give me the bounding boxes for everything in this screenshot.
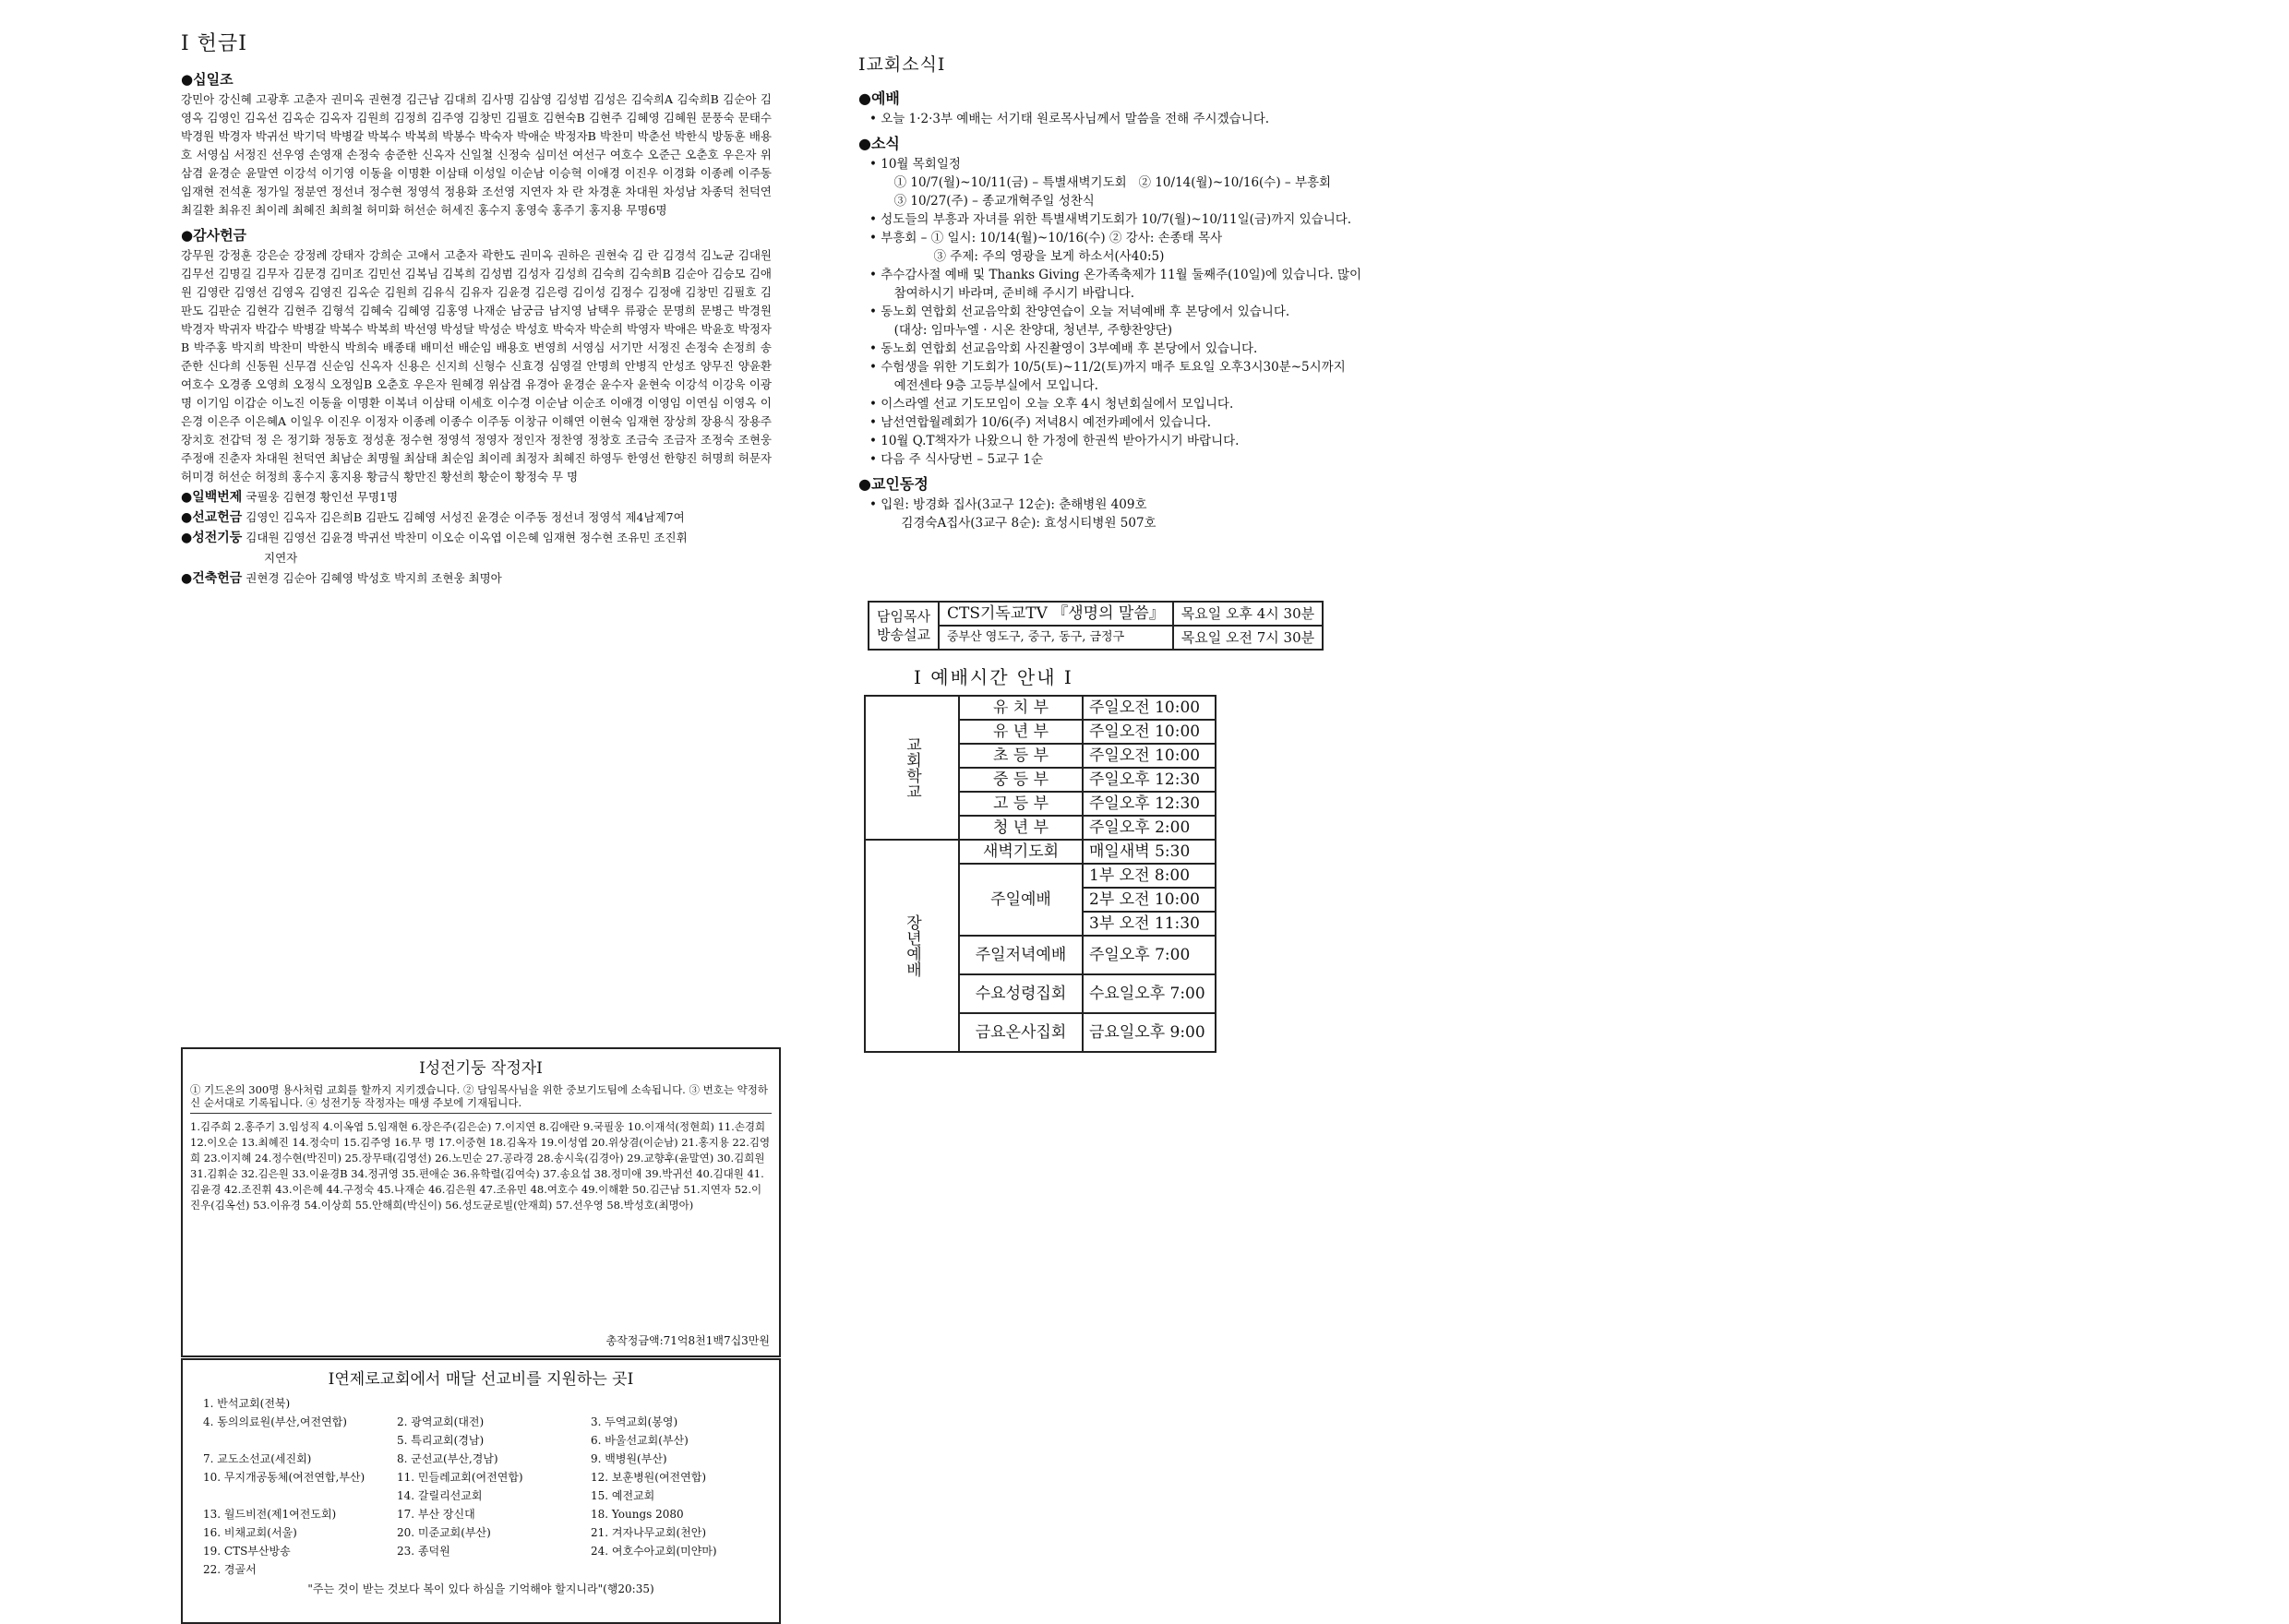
notice-item: ③ 주제: 주의 영광을 보게 하소서(사40:5) — [886, 249, 1165, 264]
mission-item: 13. 월드비전(제1여전도회) — [203, 1508, 337, 1521]
notice-item: ③ 10/27(주) – 종교개혁주일 성찬식 — [886, 194, 1095, 209]
mission-item — [203, 1431, 397, 1450]
schedule-dept: 주일예배 — [959, 864, 1083, 936]
member-item: • 입원: 방경화 집사(3교구 12순): 춘해병원 409호 — [869, 497, 1147, 512]
mission-names: 김영인 김옥자 김은희B 김판도 김혜영 서성진 윤경순 이주동 정선녀 정영석 제4남제7여 — [246, 510, 685, 524]
notice-item: ① 10/7(월)~10/11(금) – 특별새벽기도회 ② 10/14(월)~10/16(수) – 부흥회 — [886, 175, 1332, 190]
mission-item: 8. 군선교(부산,경남) — [397, 1452, 498, 1465]
broadcast-table — [868, 601, 1324, 651]
schedule-time: 주일오후 7:00 — [1083, 936, 1216, 974]
members-list — [858, 496, 1468, 532]
schedule-dept: 금요온사집회 — [959, 1013, 1083, 1052]
notice-list — [858, 155, 1468, 469]
notice-item: 예전센타 9층 고등부실에서 모입니다. — [886, 378, 1098, 393]
schedule-dept: 수요성령집회 — [959, 974, 1083, 1013]
mission-item — [397, 1560, 591, 1579]
building-label: ●건축헌금 — [181, 571, 243, 586]
schedule-time: 1부 오전 8:00 — [1083, 864, 1216, 888]
broadcast-time-1: 목요일 오후 4시 30분 — [1173, 602, 1323, 626]
schedule-time: 매일새벽 5:30 — [1083, 840, 1216, 864]
thanks-label: ●감사헌금 — [181, 227, 247, 244]
schedule-dept: 고 등 부 — [959, 792, 1083, 816]
missions-list — [190, 1394, 772, 1579]
mission-item — [591, 1394, 785, 1413]
mission-item: 9. 백병원(부산) — [591, 1452, 667, 1465]
pillars-box — [181, 1047, 781, 1357]
mission-item: 16. 비채교회(서울) — [203, 1526, 297, 1539]
mission-item: 18. Youngs 2080 — [591, 1508, 684, 1521]
schedule-time: 주일오후 12:30 — [1083, 768, 1216, 792]
mission-item — [203, 1487, 397, 1505]
mission-item: 17. 부산 장신대 — [397, 1508, 475, 1521]
schedule-dept: 초 등 부 — [959, 744, 1083, 768]
notice-item: • 부흥회 – ① 일시: 10/14(월)~10/16(수) ② 강사: 손종태 목사 — [869, 231, 1223, 245]
mission-item: 7. 교도소선교(세진회) — [203, 1452, 312, 1465]
mission-row — [181, 508, 772, 527]
mission-item — [397, 1394, 591, 1413]
broadcast-label-1: 담임목사 — [877, 608, 930, 625]
missions-quote: "주는 것이 받는 것보다 복이 있다 하심을 기억해야 할지니라"(행20:35) — [307, 1582, 654, 1595]
building-row — [181, 569, 772, 588]
missions-box — [181, 1358, 781, 1624]
thanks-names: 강무원 강정훈 강은순 강정례 강태자 강희순 고애서 고춘자 곽한도 권미옥 권하은 권현숙 김 란 김경석 김노균 김대원 김무선 김명길 김무자 김문경 김미조 김민선 김복님 김복희 김성범 김성자 김성희 김숙희 김숙희B 김순아 김승모 김애원 김영란 김영선 김영옥 김영진 김옥순 김원희 김유식 김유자 김윤경 김은령 김이성 김정수 김정애 김창민 김필호 김판도 김판순 김현각 김현주 김형석 김혜숙 김혜영 김홍영 나재순 남궁금 남지영 남택우 류광순 문명희 문병근 박경원 박경자 박귀자 박갑수 박병갈 박복수 박복희 박선영 박성달 박성순 박성호 박숙자 박순희 박영자 박애은 박윤호 박정자B 박주홍 박지희 박찬미 박한식 박희숙 배종태 배미선 배순임 배용호 변영희 서영심 서기만 서정진 손정숙 손정희 송준한 신다희 신동원 신무겸 신순임 신옥자 신용은 신지희 신형수 신효경 심영걸 안명희 안병직 안성조 양무진 양윤환 여호수 오경종 오영희 오정식 오정임B 오춘호 우은자 원혜경 위삼겸 유경아 윤경순 윤수자 윤현숙 이강석 이강욱 이광명 이기임 이갑순 이노진 이동율 이명환 이복녀 이삼태 이세호 이수경 이순남 이순조 이애경 이영임 이연심 이영옥 이은경 이은주 이은혜A 이일우 이진우 이정자 이종례 이종수 이주동 이창규 이해연 이현숙 임재현 장상희 장용식 장용주 장치호 전갑덕 정 은 정기화 정동호 정성훈 정수현 정영석 정영자 정인자 정찬영 정창호 조금숙 조금자 조정숙 조현웅 주정애 진춘자 차대원 천덕연 최남순 최명월 최삼태 최순임 최이레 최정자 최혜진 하영두 한영선 한향진 허명희 허문자 허미경 허선순 허정희 홍수지 홍지용 황금식 황만진 황선희 황순이 황정숙 무 명 — [181, 248, 772, 484]
notice-item: • 동노회 연합회 선교음악회 사진촬영이 3부예배 후 본당에서 있습니다. — [869, 341, 1258, 356]
monthly-names: 국필웅 김현경 황인선 무명1명 — [246, 490, 399, 504]
pillars-title: Ⅰ성전기둥 작정자Ⅰ — [419, 1059, 543, 1078]
schedule-time: 2부 오전 10:00 — [1083, 888, 1216, 912]
notice-item: • 동노회 연합회 선교음악회 찬양연습이 오늘 저녁예배 후 본당에서 있습니다. — [869, 304, 1290, 319]
mission-item: 1. 반석교회(전북) — [203, 1397, 291, 1410]
mission-item: 14. 갈릴리선교회 — [397, 1489, 483, 1502]
schedule-dept: 유 년 부 — [959, 720, 1083, 744]
mission-item: 6. 바울선교회(부산) — [591, 1434, 689, 1447]
notice-label: ●소식 — [858, 135, 900, 152]
mission-item: 23. 종덕원 — [397, 1545, 450, 1558]
building-names: 권현경 김순아 김혜영 박성호 박지희 조현웅 최명아 — [246, 571, 502, 585]
schedule-time: 수요일오후 7:00 — [1083, 974, 1216, 1013]
schedule-dept: 청 년 부 — [959, 816, 1083, 840]
school-label: 교회학교 — [865, 696, 959, 840]
monthly-row — [181, 488, 772, 507]
schedule-time: 주일오전 10:00 — [1083, 744, 1216, 768]
notice-item: • 10월 목회일정 — [869, 157, 961, 172]
mission-item: 5. 특리교회(경남) — [397, 1434, 485, 1447]
schedule-time: 주일오전 10:00 — [1083, 696, 1216, 720]
members-label: ●교인동정 — [858, 475, 929, 493]
schedule-time: 주일오전 10:00 — [1083, 720, 1216, 744]
notice-item: • 10월 Q.T책자가 나왔으니 한 가정에 한권씩 받아가시기 바랍니다. — [869, 434, 1240, 448]
mission-item: 20. 미준교회(부산) — [397, 1526, 491, 1539]
adult-label: 장년예배 — [865, 840, 959, 1052]
prayer-row — [181, 529, 772, 547]
mission-item: 11. 민들레교회(여전연합) — [397, 1471, 523, 1484]
pillars-total: 총작정금액:71억8천1백7십3만원 — [605, 1334, 770, 1347]
pillars-notes: ① 기드온의 300명 용사처럼 교회를 할까지 지키겠습니다. ② 담임목사님을 위한 중보기도팀에 소속됩니다. ③ 번호는 약정하신 순서대로 기록됩니다. ④ 성전기둥 작정자는 매생 주보에 기재됩니다. — [190, 1083, 772, 1114]
mission-item — [591, 1560, 785, 1579]
offering-title: Ⅰ 헌금Ⅰ — [181, 32, 247, 55]
mission-item: 22. 경골서 — [203, 1563, 257, 1576]
broadcast-time-2: 목요일 오전 7시 30분 — [1173, 626, 1323, 650]
worship-label: ●예배 — [858, 90, 900, 107]
broadcast-label — [869, 602, 939, 650]
news-section — [858, 51, 1468, 532]
mission-item: 12. 보훈병원(여전연합) — [591, 1471, 706, 1484]
mission-label: ●선교헌금 — [181, 510, 243, 525]
tithe-label: ●십일조 — [181, 71, 234, 88]
broadcast-region: 중부산 영도구, 중구, 동구, 금정구 — [939, 626, 1173, 650]
schedule-time: 금요일오후 9:00 — [1083, 1013, 1216, 1052]
mission-item: 15. 예전교회 — [591, 1489, 655, 1502]
notice-item: 참여하시기 바라며, 준비해 주시기 바랍니다. — [886, 286, 1135, 301]
mission-item: 2. 광역교회(대전) — [397, 1415, 485, 1428]
schedule-title: Ⅰ 예배시간 안내 Ⅰ — [914, 666, 1073, 688]
mission-item: 24. 여호수아교회(미얀마) — [591, 1545, 717, 1558]
missions-title: Ⅰ연제로교회에서 매달 선교비를 지원하는 곳Ⅰ — [328, 1370, 634, 1389]
schedule-table — [864, 695, 1216, 1053]
notice-item: • 수험생을 위한 기도회가 10/5(토)~11/2(토)까지 매주 토요일 오후3시30분~5시까지 — [869, 360, 1346, 375]
tithe-names: 강민아 강신혜 고광후 고춘자 권미옥 권현경 김근남 김대희 김사명 김삼영 김성범 김성은 김숙희A 김숙희B 김순아 김영옥 김영인 김옥선 김옥순 김옥자 김원희 김정희 김주영 김창민 김필호 김현숙B 김현주 김혜영 김혜원 문풍숙 문태수 박경원 박경자 박귀선 박기덕 박병갈 박복수 박복희 박봉수 박숙자 박애순 박정자B 박찬미 박춘선 박한식 방동훈 배용호 서영심 서정진 선우영 손영재 손정숙 송준한 신옥자 신일철 신정숙 심미선 여선구 여호수 오준근 오춘호 우은자 위삼겸 윤경순 윤말연 이강석 이기영 이동율 이명환 이삼태 이성일 이순남 이승혁 이애경 이진우 이경화 이종례 이주동 임재현 전석훈 정가일 정분연 정선녀 정수현 정영석 정용화 조선영 지연자 차 란 차경훈 차대원 차성남 차종덕 천덕연 최길환 최유진 최이레 최혜진 최희철 허미화 허선순 허세진 홍수지 홍영숙 홍주기 홍지용 무명6명 — [181, 92, 772, 217]
prayer-names: 김대원 김영선 김윤경 박귀선 박찬미 이오순 이옥엽 이은혜 임재현 정수현 조유민 조진휘 — [246, 531, 688, 544]
schedule-dept: 중 등 부 — [959, 768, 1083, 792]
pillars-list: 1.김주희 2.홍주기 3.임성직 4.이옥엽 5.임재현 6.장은주(김은순) 7.이지연 8.김애란 9.국필웅 10.이재석(정현희) 11.손경희 12.이오순 13.최혜진 14.정숙미 15.김주영 16.무 명 17.이중현 18.김옥자 19.이성엽 20.위상겸(이순남) 21.홍지용 22.김영희 23.이지혜 24.정수현(박진미) 25.장무태(김영선) 26.노민순 27.공라경 28.송시욱(김경아) 29.교향후(윤말연) 30.김희원 31.김휘순 32.김은원 33.이윤경B 34.정귀영 35.편애순 36.유학렬(김여숙) 37.송요섭 38.정미애 39.박귀선 40.김대원 41.김윤경 42.조진휘 43.이은혜 44.구정숙 45.나재순 46.김은원 47.조유민 48.여호수 49.이해환 50.김근남 51.지연자 52.이진우(김옥선) 53.이유경 54.이상희 55.안해희(박신이) 56.성도균로빌(안재희) 57.선우영 58.박성호(최명아) — [190, 1120, 771, 1212]
notice-item: • 성도들의 부흥과 자녀를 위한 특별새벽기도회가 10/7(월)~10/11일(금)까지 있습니다. — [869, 212, 1352, 227]
monthly-label: ●일백번제 — [181, 490, 243, 505]
schedule-time: 주일오후 12:30 — [1083, 792, 1216, 816]
schedule-dept: 유 치 부 — [959, 696, 1083, 720]
notice-item: • 이스라엘 선교 기도모임이 오늘 오후 4시 청년회실에서 모입니다. — [869, 397, 1234, 412]
news-title: Ⅰ교회소식Ⅰ — [858, 54, 946, 75]
mission-item: 19. CTS부산방송 — [203, 1545, 291, 1558]
notice-item: (대상: 임마누엘 · 시온 찬양대, 청년부, 주향찬양단) — [886, 323, 1173, 338]
schedule-time: 주일오후 2:00 — [1083, 816, 1216, 840]
notice-item: • 남선연합월례회가 10/6(주) 저녁8시 예전카페에서 있습니다. — [869, 415, 1212, 430]
worship-item: • 오늘 1·2·3부 예배는 서기태 원로목사님께서 말씀을 전해 주시겠습니다. — [869, 112, 1270, 126]
mission-item: 3. 두역교회(봉영) — [591, 1415, 678, 1428]
mission-item: 21. 겨자나무교회(천안) — [591, 1526, 706, 1539]
member-item: 김경숙A집사(3교구 8순): 효성시티병원 507호 — [869, 516, 1156, 531]
broadcast-program: CTS기독교TV 『생명의 말씀』 — [939, 602, 1173, 626]
offering-section — [181, 28, 772, 590]
schedule-time: 3부 오전 11:30 — [1083, 912, 1216, 936]
schedule-dept: 새벽기도회 — [959, 840, 1083, 864]
mission-item: 10. 무지개공동체(여전연합,부산) — [203, 1471, 366, 1484]
notice-item: • 추수감사절 예배 및 Thanks Giving 온가족축제가 11월 둘째주(10일)에 있습니다. 많이 — [869, 268, 1362, 282]
mission-item: 4. 동의의료원(부산,여전연합) — [203, 1415, 347, 1428]
prayer-extra: 지연자 — [264, 551, 298, 565]
broadcast-label-2: 방송설교 — [877, 627, 930, 643]
prayer-label: ●성전기둥 — [181, 531, 243, 545]
schedule-dept: 주일저녁예배 — [959, 936, 1083, 974]
notice-item: • 다음 주 식사당번 – 5교구 1순 — [869, 452, 1044, 467]
